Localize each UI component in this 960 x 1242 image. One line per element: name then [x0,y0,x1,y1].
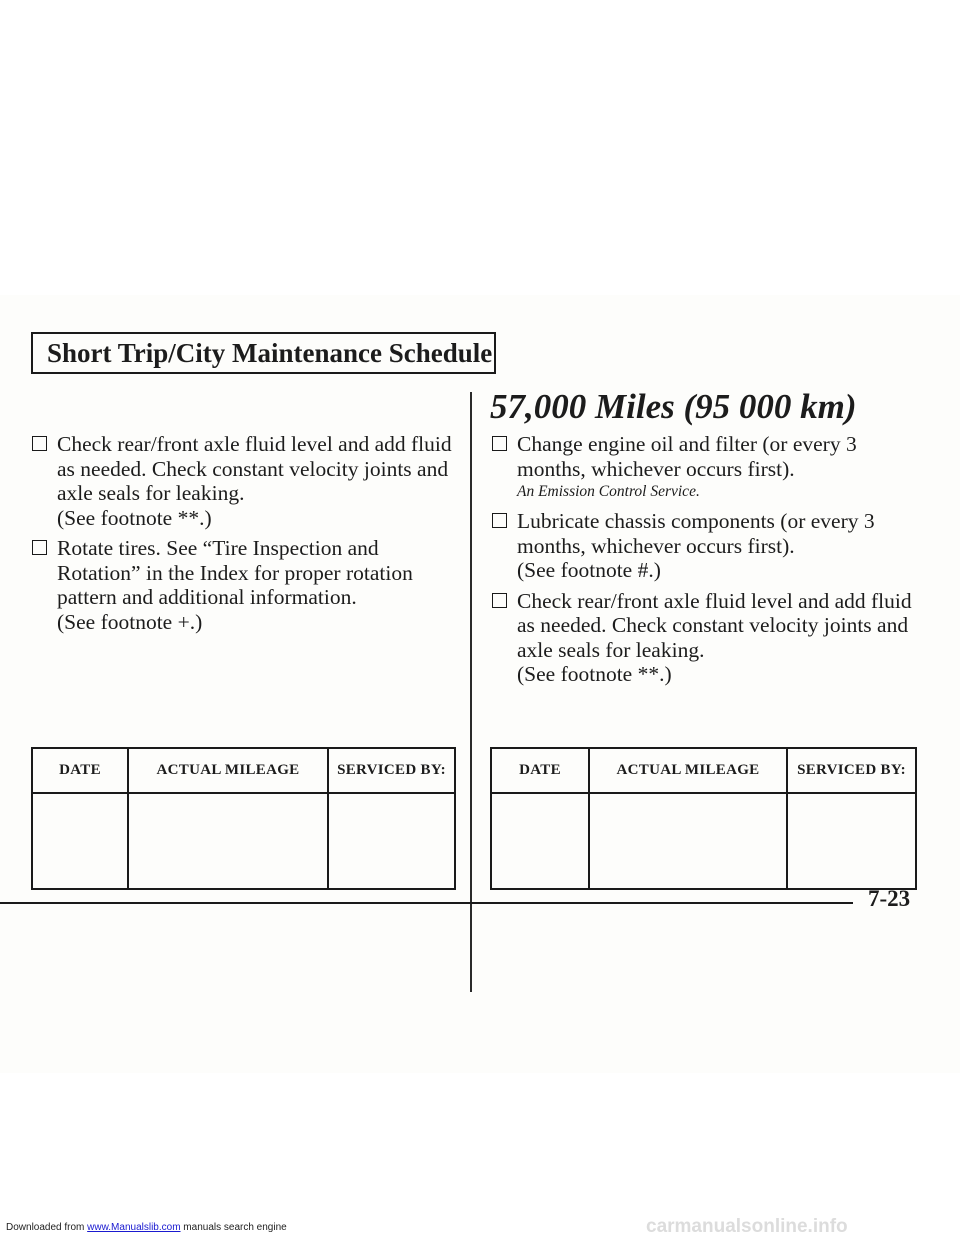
section-title: Short Trip/City Maintenance Schedule [47,338,493,368]
service-log-table [490,747,917,890]
checkbox[interactable] [32,540,47,555]
page-number: 7-23 [868,886,911,911]
column-header-date: DATE [491,748,589,793]
footnote-ref: (See footnote +.) [57,609,203,634]
manualslib-link[interactable]: www.Manualslib.com [87,1222,181,1233]
column-header-serviced: SERVICED BY: [328,748,455,793]
right-column [492,432,922,693]
checklist-text: Check rear/front axle fluid level and add fluid as needed. Check constant velocity joints and axle seals for leaking. [57,432,452,505]
checklist-item [492,589,922,687]
service-log-table [31,747,456,890]
date-cell[interactable] [32,793,128,889]
checkbox[interactable] [492,593,507,608]
column-header-date: DATE [32,748,128,793]
mileage-cell[interactable] [128,793,328,889]
footnote-ref: (See footnote **.) [517,662,672,686]
column-header-serviced: SERVICED BY: [787,748,916,793]
download-credit [6,1222,287,1233]
footnote-ref: (See footnote **.) [57,505,212,530]
checklist-item [492,432,922,481]
checklist-text: Change engine oil and filter (or every 3 months, whichever occurs first). [517,432,857,481]
checklist-text: Lubricate chassis components (or every 3 months, whichever occurs first). [517,509,875,558]
manual-page [0,295,960,1073]
section-header [31,332,496,374]
checklist-text: Rotate tires. See “Tire Inspection and Rotation” in the Index for proper rotation pattern and additional information. [57,536,413,609]
footer-rule [0,902,853,904]
checkbox[interactable] [492,513,507,528]
checklist-text: Check rear/front axle fluid level and add fluid as needed. Check constant velocity joints and axle seals for leaking. [517,588,912,662]
download-prefix: Downloaded from [6,1222,88,1233]
checkbox[interactable] [32,436,47,451]
mileage-cell[interactable] [589,793,787,889]
date-cell[interactable] [491,793,589,889]
serviced-cell[interactable] [328,793,455,889]
column-header-mileage: ACTUAL MILEAGE [128,748,328,793]
checklist-item [32,432,452,530]
checklist-item [492,509,922,583]
emission-note: An Emission Control Service. [517,483,700,500]
site-watermark: carmanualsonline.info [646,1216,848,1237]
left-column [32,432,452,640]
download-suffix: manuals search engine [180,1222,287,1233]
serviced-cell[interactable] [787,793,916,889]
column-header-mileage: ACTUAL MILEAGE [589,748,787,793]
checkbox[interactable] [492,436,507,451]
checklist-item [32,536,452,634]
mileage-heading: 57,000 Miles (95 000 km) [490,387,857,426]
footnote-ref: (See footnote #.) [517,558,661,582]
